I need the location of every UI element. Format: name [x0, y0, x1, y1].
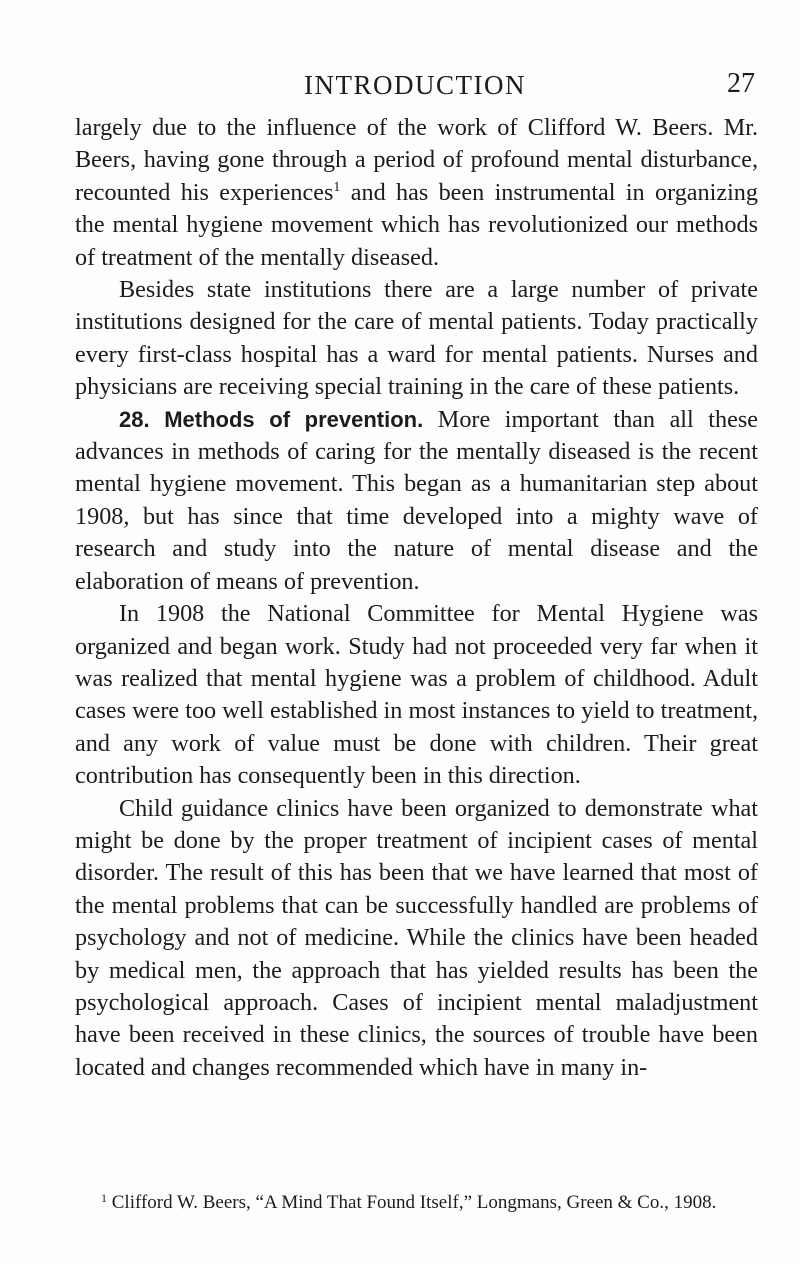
paragraph-1 [75, 112, 758, 274]
footnote [75, 1192, 758, 1214]
section-heading: 28. Methods of prevention. [119, 406, 424, 432]
page-number: 27 [727, 68, 755, 99]
paragraph-3 [75, 404, 758, 598]
paragraph-4: In 1908 the National Committee for Mental Hygiene was organized and began work. Study had not proceeded very far when it was realized that mental hygiene was a problem of childhood. Adult cases were too well established in most instances to yield to treatment, and any work of value must be done with children. Their great contribution has consequently been in this direction. [75, 600, 758, 790]
page-header [75, 62, 755, 102]
footnote-mark: 1 [101, 1191, 107, 1205]
paragraph-5: Child guidance clinics have been organized to demonstrate what might be done by the proper treatment of incipient cases of mental disorder. The result of this has been that we have learned that most of the mental problems that can be successfully handled are problems of psychology and not of medicine. While the clinics have been headed by medical men, the approach that has yielded results has been the psychological approach. Cases of incipient mental maladjustment have been received in these clinics, the sources of trouble have been located and changes recommended which have in many in- [75, 794, 758, 1081]
running-head: INTRODUCTION [304, 70, 526, 100]
paragraph-3-text: More important than all these advances in methods of caring for the mentally diseased is the recent mental hygiene movement. This began as a humanitarian step about 1908, but has since that time developed into a mighty wave of research and study into the nature of mental disease and the elaboration of means of prevention. [75, 405, 759, 595]
paragraph-2: Besides state institutions there are a large number of private institutions designed for the care of mental patients. Today practically every first-class hospital has a ward for mental patients. Nurses and physicians are receiving special training in the care of these patients. [75, 276, 758, 401]
paragraph-1-text-continued: and has been instrumental in organizing the mental hygiene movement which has revolutionized our methods of treatment of the mentally diseased. [75, 178, 758, 271]
footnote-text: Clifford W. Beers, “A Mind That Found Itself,” Longmans, Green & Co., 1908. [107, 1192, 717, 1213]
paragraph-1-text: largely due to the influence of the work of Clifford W. Beers. Mr. Beers, having gone through a period of profound mental disturbance, recounted his experiences [75, 114, 758, 206]
body-text [75, 112, 758, 1084]
footnote-reference: 1 [333, 179, 341, 195]
